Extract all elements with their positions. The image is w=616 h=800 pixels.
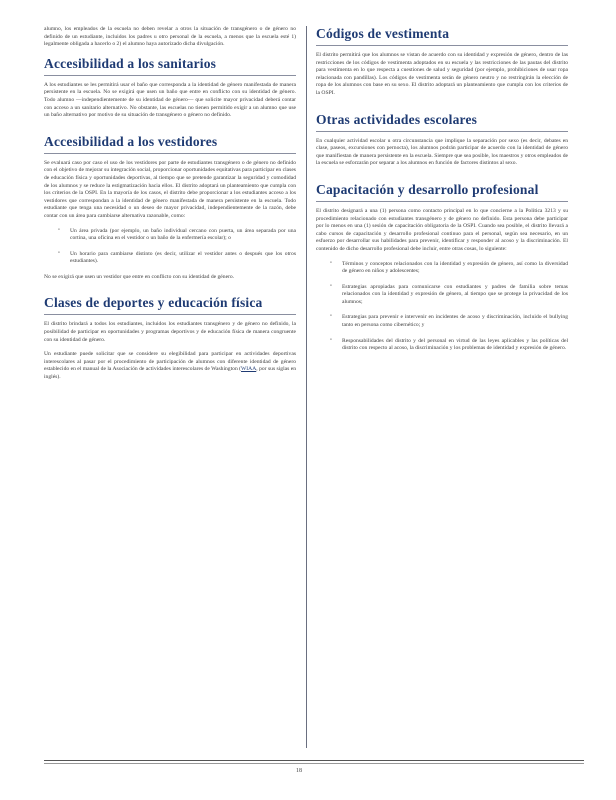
footer-rule xyxy=(44,763,584,764)
left-column xyxy=(44,26,296,396)
paragraph: A los estudiantes se les permitirá usar el baño que corresponda a la identidad de género manifestada de manera persistente en la escuela. No se exigirá que usen un baño que entre en conflicto con su identidad de género. Todo alumno —independientemente de su identidad de género— que solicite mayor privacidad deberá contar con acceso a un sanitario alternativo. No obstante, las escuelas no tienen permitido exigir a un alumno que use un baño alternativo por motivo de su situación de transgénero o género no definido. xyxy=(44,81,296,119)
heading-deportes: Clases de deportes y educación física xyxy=(44,295,296,315)
heading-capacitacion: Capacitación y desarrollo profesional xyxy=(316,182,568,202)
paragraph: No se exigirá que usen un vestidor que entre en conflicto con su identidad de género. xyxy=(44,273,235,280)
heading-sanitarios: Accesibilidad a los sanitarios xyxy=(44,56,296,76)
list-item: º Estrategias apropiadas para comunicarse con estudiantes y padres de familia sobre temas relacionados con la identidad y expresión de género, al tiempo que se protege la privacidad de los alumnos; xyxy=(330,283,568,305)
list-item: º Responsabilidades del distrito y del personal en virtud de las leyes aplicables y las políticas del distrito con respecto al acoso, la discriminación y los problemas de identidad y expresión de género. xyxy=(330,337,568,352)
section-actividades xyxy=(316,112,568,168)
section-capacitacion xyxy=(316,182,568,353)
page-number: 18 xyxy=(296,768,302,774)
intro-paragraph: alumno, los empleados de la escuela no deben revelar a otros la situación de transgénero o de género no definido de un estudiante, incluidos los padres u otro personal de la escuela, a menos que la escuela esté 1) legalmente obligada a hacerlo o 2) el alumno haya autorizado dicha divulgación. xyxy=(44,26,296,48)
section-vestidores xyxy=(44,134,296,282)
list-item: º Un horario para cambiarse distinto (es decir, utilizar el vestidor antes o después que los otros estudiantes). xyxy=(58,250,296,265)
bullet-icon: º xyxy=(330,260,332,267)
bullet-icon: º xyxy=(330,283,332,290)
list-item: º Términos y conceptos relacionados con la identidad y expresión de género, así como la diversidad de género en niños y adolescentes; xyxy=(330,260,568,275)
bullet-list xyxy=(44,228,296,266)
paragraph: El distrito permitirá que los alumnos se vistan de acuerdo con su identidad y expresión de género, dentro de las restricciones de los códigos de vestimenta adoptados en su escuela y las restricciones de las pautas del distrito para vestimenta en lo que respecta a cuestiones de salud y seguridad (por ejemplo, prohibiciones de usar ropa relacionada con pandillas). Los códigos de vestimenta serán de género neutro y no restringirán la elección de ropa de los alumnos con base en su sexo. El distrito adoptará un planteamiento que cumpla con los criterios de la OSPI. xyxy=(316,52,568,96)
paragraph: El distrito designará a una (1) persona como contacto principal en lo que concierne a la Política 3213 y su procedimiento relacionado con estudiantes transgénero y de género no definido. Esta persona debe participar por lo menos en una (1) sesión de capacitación obligatoria de la OSPI. Cuando sea posible, el distrito llevará a cabo cursos de capacitación y desarrollo profesional continuo para el personal, según sea necesario, en un esfuerzo por desarrollar sus habilidades para prevenir, identificar y responder al acoso y la discriminación. El contenido de dicho desarrollo profesional debe incluir, entre otras cosas, lo siguiente: xyxy=(316,207,568,252)
heading-vestidores: Accesibilidad a los vestidores xyxy=(44,134,296,154)
list-item: º Un área privada (por ejemplo, un baño individual cercano con puerta, un área separada por una cortina, una oficina en el vestidor o un baño de la enfermería escolar); o xyxy=(58,227,296,242)
paragraph: Se evaluará caso por caso el uso de los vestidores por parte de estudiantes transgénero o de género no definido con el objetivo de mejorar su integración social, proporcionar oportunidades equitativas para participar en clases de educación física y oportunidades deportivas, al tiempo que se pretende garantizar la seguridad y comodidad de los alumnos y se reduce la estigmatización hacia ellos. El distrito adoptará un planteamiento que cumpla con los criterios de la OSPI. En la mayoría de los casos, el distrito debe proporcionar a los estudiantes acceso a los vestidores que correspondan a la identidad de género manifestada de manera persistente en la escuela. Todo estudiante que tenga una necesidad o un deseo de mayor privacidad, independientemente de la razón, debe contar con un área para cambiarse alternativa razonable, como: xyxy=(44,159,296,219)
heading-actividades: Otras actividades escolares xyxy=(316,112,568,132)
bullet-list xyxy=(316,261,568,353)
bullet-icon: º xyxy=(58,250,60,257)
right-column xyxy=(316,26,568,367)
section-vestimenta xyxy=(316,26,568,98)
wiaa-link[interactable]: WIAA xyxy=(241,366,257,373)
section-deportes xyxy=(44,295,296,381)
bullet-icon: º xyxy=(330,314,332,321)
paragraph: En cualquier actividad escolar u otra circunstancia que implique la separación por sexo (es decir, debates en clase, paseos, excursiones con pernocta), los alumnos podrán participar de acuerdo con la identidad de género que manifiestan de manera persistente en la escuela. Siempre que sea posible, los maestros y otros empleados de la escuela se esforzarán por separar a los alumnos en función de factores distintos al sexo. xyxy=(316,137,568,167)
footer-rule xyxy=(44,760,584,761)
bullet-icon: º xyxy=(330,337,332,344)
page xyxy=(44,26,584,756)
paragraph: Un estudiante puede solicitar que se considere su elegibilidad para participar en actividades deportivas interescolares al pasar por el procedimiento de participación de alumnos con diferente identidad de género establecido en el manual de la Asociación de actividades interescolares de Washington (WIAA, por sus siglas en inglés). xyxy=(44,351,296,381)
heading-vestimenta: Códigos de vestimenta xyxy=(316,26,568,46)
list-item: º Estrategias para prevenir e intervenir en incidentes de acoso y discriminación, incluido el bullying tanto en persona como cibernético; y xyxy=(330,314,568,329)
section-sanitarios xyxy=(44,56,296,120)
paragraph: El distrito brindará a todos los estudiantes, incluidos los estudiantes transgénero y de género no definido, la posibilidad de participar en oportunidades y programas deportivos y de educación física de manera congruente con su identidad de género. xyxy=(44,321,296,343)
bullet-icon: º xyxy=(58,227,60,234)
column-divider xyxy=(306,26,307,748)
